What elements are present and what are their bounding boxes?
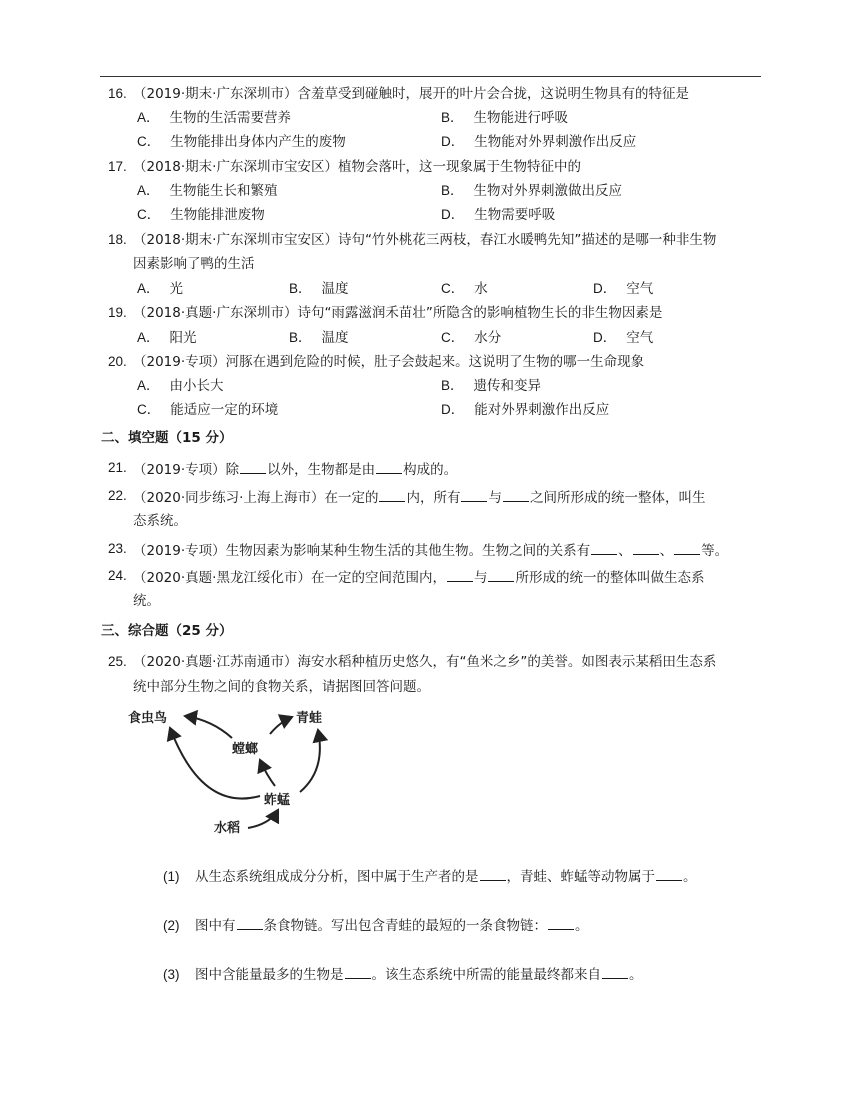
question-number: 17. [108,159,127,174]
option-d: D． 生物能对外界刺激作出反应 [441,134,637,150]
option-c: C． 能适应一定的环境 [137,402,279,418]
option-d: D． 空气 [593,330,654,346]
answer-blank[interactable] [376,459,402,474]
question-stem: （2019·专项）河豚在遇到危险的时候，肚子会鼓起来。这说明了生物的哪一生命现象 [133,354,645,370]
answer-blank[interactable] [633,540,659,555]
option-c: C． 生物能排泄废物 [137,207,265,223]
arrow-mantis-to-frog [270,717,292,734]
arrow-mantis-to-bird [185,716,232,738]
question-number: 19. [108,305,127,320]
rice-label: 水稻 [214,821,241,836]
question-number: 24. [108,568,127,583]
question-stem: （2020·真题·江苏南通市）海安水稻种植历史悠久，有“鱼米之乡”的美誉。如图表示某稻田生态系 [133,654,717,670]
option-b: B． 温度 [289,330,349,346]
option-b: B． 生物对外界刺激做出反应 [441,183,623,199]
answer-blank[interactable] [656,866,682,881]
question-number: 23. [108,541,127,556]
answer-blank[interactable] [488,567,514,582]
option-a: A． 阳光 [137,330,197,346]
option-c: C． 生物能排出身体内产生的废物 [137,134,346,150]
question-number: 16. [108,86,127,101]
question-stem-line-2: 统。 [133,593,160,609]
question-stem: （2018·期末·广东深圳市宝安区）植物会落叶，这一现象属于生物特征中的 [133,159,581,175]
arrow-grasshopper-to-frog [300,730,320,792]
question-stem: （2019·专项）除 以外，生物都是由 构成的。 [133,459,457,479]
mantis-label: 螳螂 [232,742,259,757]
question-number: 25. [108,654,127,669]
answer-blank[interactable] [240,459,266,474]
section-heading-fill: 二、填空题（15 分） [101,430,233,446]
option-b: B． 温度 [289,281,349,297]
arrow-rice-to-grasshopper [248,810,278,828]
answer-blank[interactable] [548,915,574,930]
question-stem: （2018·真题·广东深圳市）诗句“雨露滋润禾苗壮”所隐含的影响植物生长的非生物因素是 [133,305,663,321]
option-d: D． 生物需要呼吸 [441,207,556,223]
answer-blank[interactable] [237,915,263,930]
question-number: 18. [108,232,127,247]
option-a: A． 光 [137,281,184,297]
question-stem: （2018·期末·广东深圳市宝安区）诗句“竹外桃花三两枝，春江水暖鸭先知”描述的是哪一种非生物 [133,232,717,248]
sub-question-3: (3) 图中含能量最多的生物是 。该生态系统中所需的能量最终都来自 。 [163,964,643,984]
question-number: 20. [108,354,127,369]
frog-label: 青蛙 [296,711,323,726]
question-number: 21. [108,460,127,475]
answer-blank[interactable] [379,487,405,502]
answer-blank[interactable] [674,540,700,555]
option-b: B． 遗传和变异 [441,378,542,394]
answer-blank[interactable] [345,964,371,979]
option-d: D． 空气 [593,281,654,297]
answer-blank[interactable] [447,567,473,582]
question-stem: （2019·期末·广东深圳市）含羞草受到碰触时，展开的叶片会合拢，这说明生物具有的特征是 [133,86,689,102]
question-stem: （2020·同步练习·上海上海市）在一定的 内，所有 与 之间所形成的统一整体，叫生 [133,487,705,507]
option-a: A． 生物的生活需要营养 [137,110,292,126]
food-web-diagram [120,700,360,845]
option-c: C． 水分 [441,330,502,346]
question-number: 22. [108,488,127,503]
option-c: C． 水 [441,281,488,297]
sub-question-2: (2) 图中有 条食物链。写出包含青蛙的最短的一条食物链： 。 [163,915,589,935]
question-stem: （2019·专项）生物因素为影响某种生物生活的其他生物。生物之间的关系有 、 、 等。 [133,540,728,560]
question-stem: （2020·真题·黑龙江绥化市）在一定的空间范围内， 与 所形成的统一的整体叫做生态系 [133,567,704,587]
question-stem-line-2: 因素影响了鸭的生活 [133,256,255,272]
bird-label: 食虫鸟 [128,711,168,726]
answer-blank[interactable] [461,487,487,502]
answer-blank[interactable] [602,964,628,979]
option-a: A． 由小长大 [137,378,224,394]
option-a: A． 生物能生长和繁殖 [137,183,278,199]
answer-blank[interactable] [480,866,506,881]
question-stem-line-2: 统中部分生物之间的食物关系，请据图回答问题。 [133,679,430,695]
answer-blank[interactable] [503,487,529,502]
section-heading-comprehensive: 三、综合题（25 分） [101,623,233,639]
header-rule [100,76,761,77]
question-stem-line-2: 态系统。 [133,513,187,529]
arrow-grasshopper-to-bird [170,728,260,799]
grasshopper-label: 蚱蜢 [264,793,291,808]
arrow-grasshopper-to-mantis [260,760,275,786]
option-b: B． 生物能进行呼吸 [441,110,569,126]
answer-blank[interactable] [591,540,617,555]
option-d: D． 能对外界刺激作出反应 [441,402,610,418]
sub-question-1: (1) 从生态系统组成成分分析，图中属于生产者的是 ，青蛙、蚱蜢等动物属于 。 [163,866,697,886]
